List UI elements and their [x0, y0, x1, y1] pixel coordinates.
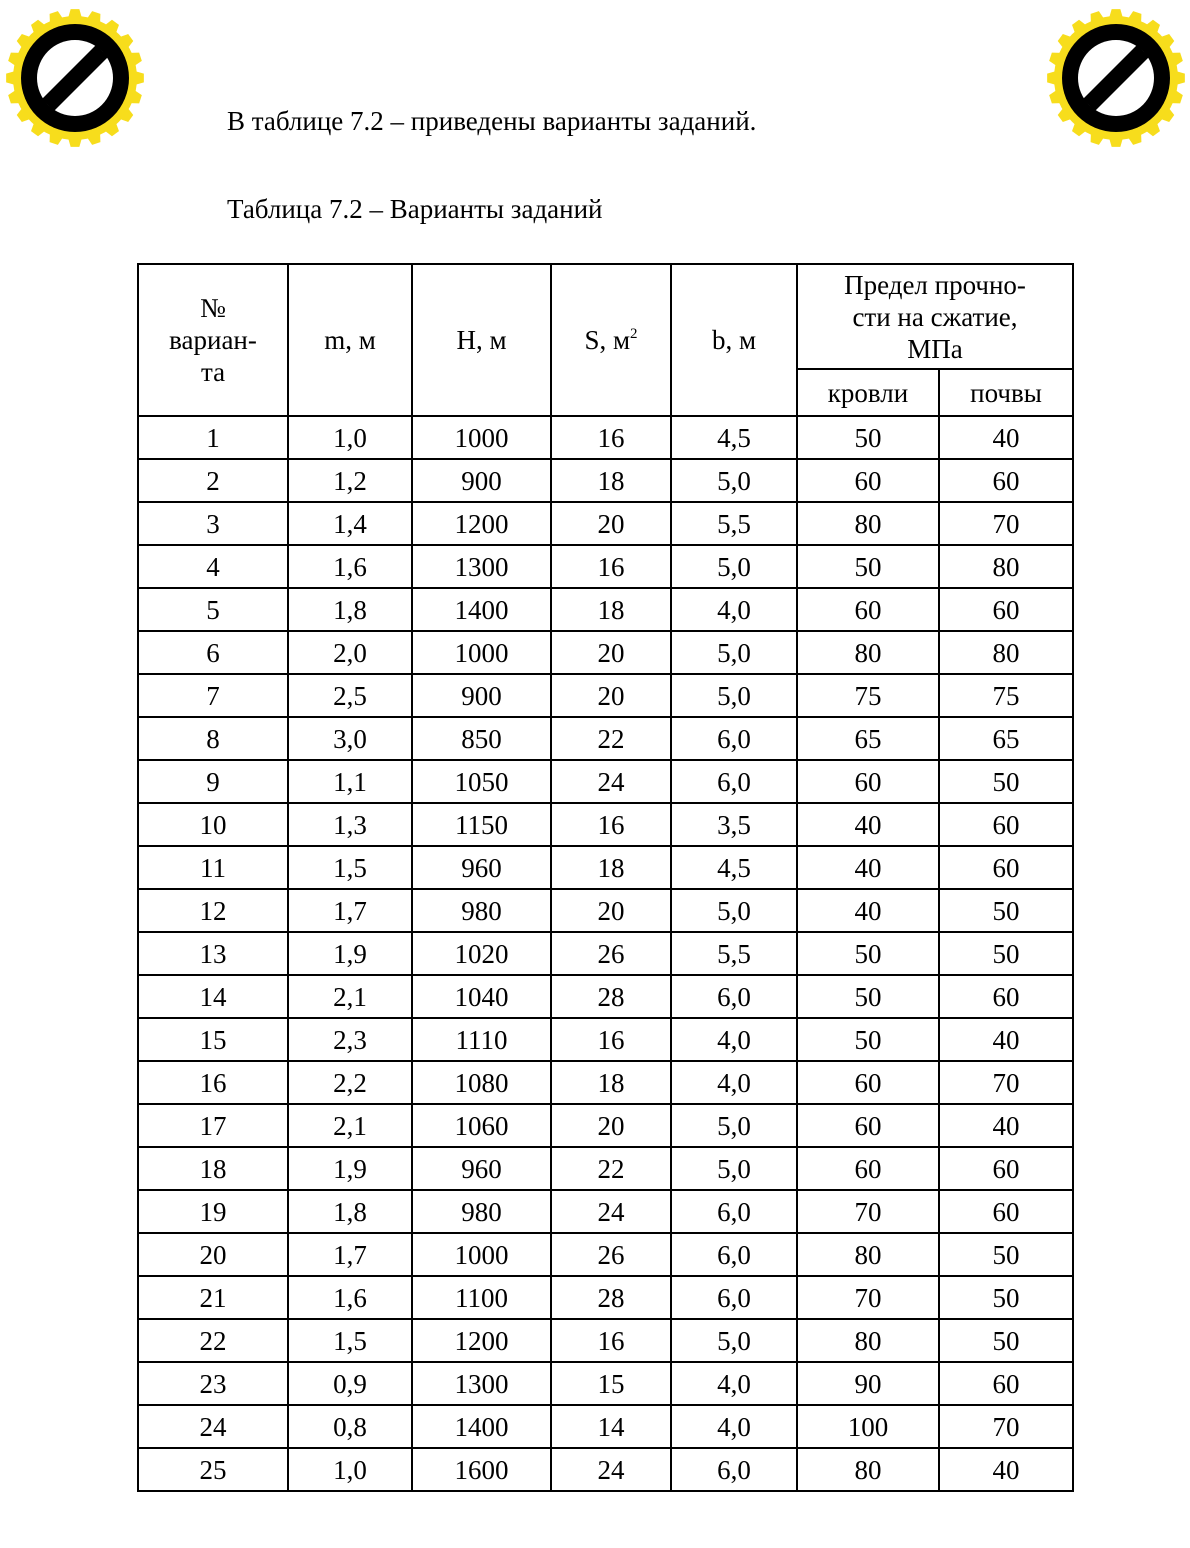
- cell-b: 4,0: [671, 588, 797, 631]
- cell-soil: 60: [939, 1190, 1073, 1233]
- cell-soil: 40: [939, 416, 1073, 459]
- cell-h: 1200: [412, 1319, 551, 1362]
- cell-roof: 50: [797, 416, 939, 459]
- cell-b: 6,0: [671, 1448, 797, 1491]
- cell-m: 1,6: [288, 545, 412, 588]
- cell-h: 1060: [412, 1104, 551, 1147]
- cell-variant: 4: [138, 545, 288, 588]
- table-row: [138, 545, 1073, 588]
- cell-b: 3,5: [671, 803, 797, 846]
- cell-roof: 40: [797, 889, 939, 932]
- table-row: [138, 674, 1073, 717]
- cell-m: 2,2: [288, 1061, 412, 1104]
- cell-roof: 50: [797, 1018, 939, 1061]
- cell-m: 1,5: [288, 1319, 412, 1362]
- cell-s: 26: [551, 1233, 671, 1276]
- cell-soil: 60: [939, 975, 1073, 1018]
- cell-h: 1000: [412, 631, 551, 674]
- table-row: [138, 1061, 1073, 1104]
- cell-soil: 70: [939, 1061, 1073, 1104]
- cell-m: 2,0: [288, 631, 412, 674]
- cell-h: 1200: [412, 502, 551, 545]
- cell-b: 6,0: [671, 1190, 797, 1233]
- cell-h: 900: [412, 459, 551, 502]
- cell-s: 20: [551, 674, 671, 717]
- cell-s: 16: [551, 1319, 671, 1362]
- cell-h: 1040: [412, 975, 551, 1018]
- intro-paragraph: В таблице 7.2 – приведены варианты заданий.: [227, 106, 757, 136]
- cell-b: 5,0: [671, 1147, 797, 1190]
- cell-roof: 90: [797, 1362, 939, 1405]
- cell-b: 4,0: [671, 1061, 797, 1104]
- table-row: [138, 1448, 1073, 1491]
- cell-m: 1,6: [288, 1276, 412, 1319]
- table-row: [138, 1319, 1073, 1362]
- cell-variant: 6: [138, 631, 288, 674]
- cell-b: 6,0: [671, 1233, 797, 1276]
- cell-m: 1,0: [288, 1448, 412, 1491]
- cell-b: 6,0: [671, 760, 797, 803]
- cell-b: 5,5: [671, 932, 797, 975]
- cell-s: 14: [551, 1405, 671, 1448]
- cell-m: 2,3: [288, 1018, 412, 1061]
- cell-soil: 40: [939, 1018, 1073, 1061]
- cell-h: 1300: [412, 545, 551, 588]
- header-strength: Предел прочно- сти на сжатие, МПа: [797, 264, 1073, 369]
- cell-h: 1300: [412, 1362, 551, 1405]
- cell-h: 1000: [412, 1233, 551, 1276]
- header-m: m, м: [288, 264, 412, 416]
- cell-soil: 70: [939, 502, 1073, 545]
- no-entry-sign-icon: [5, 8, 145, 148]
- table-row: [138, 502, 1073, 545]
- cell-b: 6,0: [671, 717, 797, 760]
- cell-roof: 50: [797, 545, 939, 588]
- cell-variant: 17: [138, 1104, 288, 1147]
- cell-m: 1,8: [288, 588, 412, 631]
- cell-soil: 50: [939, 1276, 1073, 1319]
- cell-m: 2,5: [288, 674, 412, 717]
- cell-m: 1,9: [288, 932, 412, 975]
- cell-roof: 40: [797, 846, 939, 889]
- cell-b: 4,0: [671, 1362, 797, 1405]
- cell-b: 5,0: [671, 459, 797, 502]
- cell-b: 5,0: [671, 1319, 797, 1362]
- cell-roof: 80: [797, 631, 939, 674]
- cell-s: 24: [551, 1190, 671, 1233]
- header-roof: кровли: [797, 369, 939, 416]
- cell-roof: 60: [797, 1061, 939, 1104]
- cell-roof: 50: [797, 975, 939, 1018]
- cell-h: 1080: [412, 1061, 551, 1104]
- cell-m: 1,7: [288, 1233, 412, 1276]
- cell-h: 1100: [412, 1276, 551, 1319]
- cell-roof: 60: [797, 1147, 939, 1190]
- cell-roof: 80: [797, 1319, 939, 1362]
- cell-b: 5,0: [671, 674, 797, 717]
- cell-soil: 50: [939, 889, 1073, 932]
- cell-m: 1,8: [288, 1190, 412, 1233]
- cell-s: 22: [551, 1147, 671, 1190]
- cell-soil: 50: [939, 1233, 1073, 1276]
- cell-m: 0,9: [288, 1362, 412, 1405]
- cell-soil: 80: [939, 545, 1073, 588]
- cell-soil: 50: [939, 932, 1073, 975]
- cell-b: 4,5: [671, 416, 797, 459]
- cell-soil: 60: [939, 588, 1073, 631]
- cell-s: 16: [551, 1018, 671, 1061]
- cell-m: 0,8: [288, 1405, 412, 1448]
- cell-h: 1400: [412, 1405, 551, 1448]
- cell-s: 20: [551, 889, 671, 932]
- cell-roof: 60: [797, 588, 939, 631]
- cell-s: 28: [551, 975, 671, 1018]
- cell-roof: 40: [797, 803, 939, 846]
- cell-soil: 60: [939, 846, 1073, 889]
- cell-h: 900: [412, 674, 551, 717]
- cell-s: 18: [551, 459, 671, 502]
- cell-h: 1150: [412, 803, 551, 846]
- cell-b: 6,0: [671, 975, 797, 1018]
- cell-variant: 25: [138, 1448, 288, 1491]
- cell-s: 16: [551, 416, 671, 459]
- header-soil: почвы: [939, 369, 1073, 416]
- cell-variant: 21: [138, 1276, 288, 1319]
- cell-roof: 80: [797, 1448, 939, 1491]
- cell-variant: 3: [138, 502, 288, 545]
- cell-variant: 12: [138, 889, 288, 932]
- table-row: [138, 1104, 1073, 1147]
- cell-roof: 70: [797, 1190, 939, 1233]
- cell-roof: 60: [797, 459, 939, 502]
- table-row: [138, 1362, 1073, 1405]
- no-entry-sign-icon: [1046, 8, 1186, 148]
- cell-h: 1050: [412, 760, 551, 803]
- variants-table: [137, 263, 1074, 1492]
- cell-b: 5,0: [671, 545, 797, 588]
- table-row: [138, 1147, 1073, 1190]
- cell-m: 2,1: [288, 975, 412, 1018]
- table-row: [138, 760, 1073, 803]
- cell-s: 15: [551, 1362, 671, 1405]
- cell-m: 1,3: [288, 803, 412, 846]
- cell-s: 18: [551, 846, 671, 889]
- cell-soil: 50: [939, 760, 1073, 803]
- cell-soil: 60: [939, 803, 1073, 846]
- cell-s: 22: [551, 717, 671, 760]
- table-row: [138, 1405, 1073, 1448]
- cell-variant: 7: [138, 674, 288, 717]
- cell-variant: 19: [138, 1190, 288, 1233]
- cell-roof: 60: [797, 760, 939, 803]
- table-row: [138, 1190, 1073, 1233]
- cell-h: 1110: [412, 1018, 551, 1061]
- cell-variant: 22: [138, 1319, 288, 1362]
- cell-m: 1,7: [288, 889, 412, 932]
- cell-s: 20: [551, 1104, 671, 1147]
- cell-h: 980: [412, 1190, 551, 1233]
- cell-h: 960: [412, 846, 551, 889]
- table-row: [138, 1233, 1073, 1276]
- cell-s: 18: [551, 588, 671, 631]
- cell-s: 16: [551, 545, 671, 588]
- cell-h: 1000: [412, 416, 551, 459]
- cell-m: 3,0: [288, 717, 412, 760]
- cell-roof: 70: [797, 1276, 939, 1319]
- cell-soil: 60: [939, 1147, 1073, 1190]
- cell-soil: 60: [939, 1362, 1073, 1405]
- cell-m: 2,1: [288, 1104, 412, 1147]
- cell-soil: 40: [939, 1104, 1073, 1147]
- cell-m: 1,9: [288, 1147, 412, 1190]
- table-row: [138, 588, 1073, 631]
- cell-soil: 80: [939, 631, 1073, 674]
- table-row: [138, 846, 1073, 889]
- cell-roof: 100: [797, 1405, 939, 1448]
- cell-m: 1,5: [288, 846, 412, 889]
- cell-b: 4,5: [671, 846, 797, 889]
- cell-s: 20: [551, 631, 671, 674]
- cell-variant: 2: [138, 459, 288, 502]
- cell-h: 850: [412, 717, 551, 760]
- table-row: [138, 803, 1073, 846]
- cell-roof: 75: [797, 674, 939, 717]
- cell-b: 5,0: [671, 889, 797, 932]
- cell-s: 26: [551, 932, 671, 975]
- cell-variant: 8: [138, 717, 288, 760]
- cell-roof: 80: [797, 502, 939, 545]
- cell-roof: 65: [797, 717, 939, 760]
- cell-h: 1400: [412, 588, 551, 631]
- cell-s: 24: [551, 1448, 671, 1491]
- table-row: [138, 1276, 1073, 1319]
- cell-b: 4,0: [671, 1018, 797, 1061]
- cell-soil: 75: [939, 674, 1073, 717]
- cell-soil: 65: [939, 717, 1073, 760]
- cell-s: 18: [551, 1061, 671, 1104]
- cell-h: 1020: [412, 932, 551, 975]
- cell-m: 1,1: [288, 760, 412, 803]
- cell-b: 4,0: [671, 1405, 797, 1448]
- cell-roof: 80: [797, 1233, 939, 1276]
- table-row: [138, 932, 1073, 975]
- table-row: [138, 1018, 1073, 1061]
- cell-variant: 24: [138, 1405, 288, 1448]
- cell-s: 16: [551, 803, 671, 846]
- table-row: [138, 889, 1073, 932]
- cell-s: 24: [551, 760, 671, 803]
- cell-variant: 1: [138, 416, 288, 459]
- cell-h: 960: [412, 1147, 551, 1190]
- cell-variant: 9: [138, 760, 288, 803]
- header-b: b, м: [671, 264, 797, 416]
- cell-m: 1,0: [288, 416, 412, 459]
- table-row: [138, 459, 1073, 502]
- cell-variant: 18: [138, 1147, 288, 1190]
- cell-b: 5,0: [671, 1104, 797, 1147]
- cell-roof: 50: [797, 932, 939, 975]
- header-h: Н, м: [412, 264, 551, 416]
- cell-h: 980: [412, 889, 551, 932]
- cell-variant: 13: [138, 932, 288, 975]
- cell-s: 20: [551, 502, 671, 545]
- cell-variant: 15: [138, 1018, 288, 1061]
- cell-variant: 11: [138, 846, 288, 889]
- cell-soil: 40: [939, 1448, 1073, 1491]
- cell-variant: 14: [138, 975, 288, 1018]
- cell-b: 5,0: [671, 631, 797, 674]
- cell-h: 1600: [412, 1448, 551, 1491]
- cell-roof: 60: [797, 1104, 939, 1147]
- cell-variant: 16: [138, 1061, 288, 1104]
- table-row: [138, 631, 1073, 674]
- cell-variant: 10: [138, 803, 288, 846]
- table-row: [138, 416, 1073, 459]
- cell-b: 5,5: [671, 502, 797, 545]
- cell-soil: 50: [939, 1319, 1073, 1362]
- cell-m: 1,4: [288, 502, 412, 545]
- cell-s: 28: [551, 1276, 671, 1319]
- table-row: [138, 717, 1073, 760]
- cell-variant: 20: [138, 1233, 288, 1276]
- cell-variant: 5: [138, 588, 288, 631]
- cell-soil: 60: [939, 459, 1073, 502]
- table-row: [138, 975, 1073, 1018]
- cell-soil: 70: [939, 1405, 1073, 1448]
- cell-variant: 23: [138, 1362, 288, 1405]
- cell-b: 6,0: [671, 1276, 797, 1319]
- header-s: S, $м^2$: [551, 264, 671, 416]
- header-variant: № вариан- та: [138, 264, 288, 416]
- cell-m: 1,2: [288, 459, 412, 502]
- table-caption: Таблица 7.2 – Варианты заданий: [227, 194, 603, 224]
